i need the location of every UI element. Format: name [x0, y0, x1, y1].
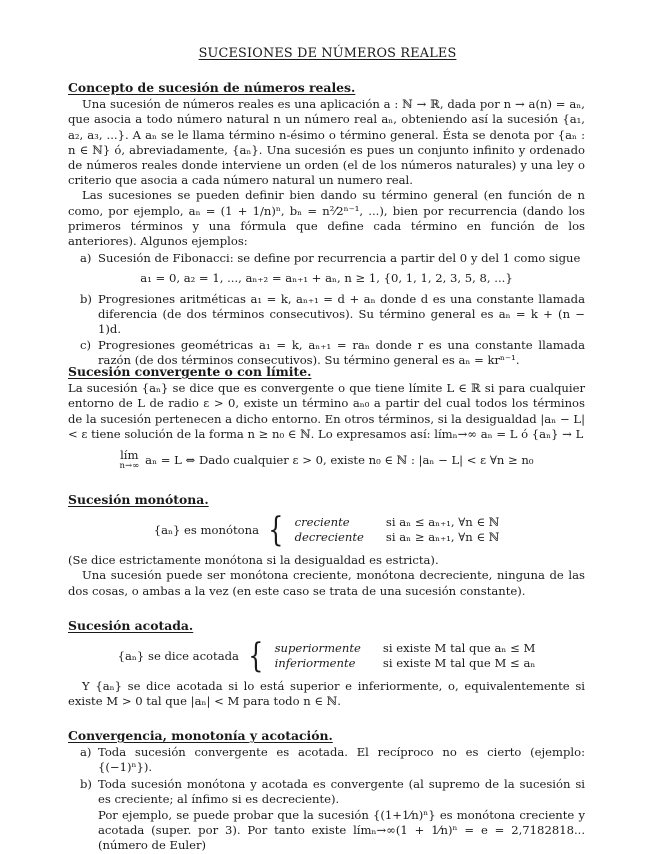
list-item	[68, 251, 585, 266]
paragraph: (Se dice estrictamente monótona si la desigualdad es estricta).	[68, 553, 439, 568]
left-brace: {	[248, 636, 264, 677]
case-name: superiormente	[274, 641, 361, 655]
formula-row	[68, 271, 585, 286]
list-item-text: Progresiones aritméticas a₁ = k, aₙ₊₁ = d + aₙ donde d es una constante llamada diferencia (de dos términos consecutivos). Su término general es aₙ = k + (n − 1)d.	[98, 291, 585, 337]
list-item	[68, 777, 585, 807]
list-item-text: Toda sucesión monótona y acotada es convergente (al supremo de la sucesión si es creciente; al ínfimo si es decreciente).	[98, 776, 585, 806]
list-marker: b)	[80, 776, 92, 791]
euler-example: Por ejemplo, se puede probar que la sucesión {(1+1⁄n)ⁿ} es monótona creciente y acotada (super. por 3). Por tanto existe límₙ→∞(1 + 1⁄n)ⁿ = e = 2,7182818... (número de Euler)	[98, 808, 585, 853]
section-heading: Sucesión monótona.	[68, 492, 209, 507]
bounded-definition	[68, 636, 585, 677]
limit-subscript: n→∞	[119, 461, 140, 472]
cases-block	[295, 515, 500, 545]
monotone-definition	[68, 510, 585, 551]
case-name: decreciente	[294, 530, 364, 545]
paragraph: Y {aₙ} se dice acotada si lo está superior e inferiormente, o, equivalentemente si existe M > 0 tal que |aₙ| < M para todo n ∈ ℕ.	[68, 679, 585, 709]
list-item	[68, 745, 585, 775]
section-bounded	[68, 618, 585, 710]
definition-lhs: {aₙ} es monótona	[153, 522, 259, 537]
section-concept	[68, 80, 585, 370]
page-title: SUCESIONES DE NÚMEROS REALES	[198, 46, 457, 61]
case-condition: si existe M tal que aₙ ≤ M	[382, 641, 536, 655]
limit-operator	[119, 450, 139, 472]
section-heading: Sucesión convergente o con límite.	[68, 364, 312, 379]
limit-statement: aₙ = L ⇔ Dado cualquier ε > 0, existe n₀ ∈ ℕ : |aₙ − L| < ε ∀n ≥ n₀	[145, 453, 534, 468]
list-item	[68, 292, 585, 338]
example-list	[68, 251, 585, 368]
section-convergent	[68, 364, 585, 476]
paragraph: Una sucesión puede ser monótona creciente, monótona decreciente, ninguna de las dos cosas, o ambas a la vez (en este caso se trata de una sucesión constante).	[68, 568, 585, 598]
definition-lhs: {aₙ} se dice acotada	[117, 648, 239, 663]
left-brace: {	[268, 510, 284, 551]
limit-definition	[68, 450, 585, 472]
fibonacci-formula: a₁ = 0, a₂ = 1, ..., aₙ₊₂ = aₙ₊₁ + aₙ, n ≥ 1, {0, 1, 1, 2, 3, 5, 8, ...}	[140, 271, 513, 286]
cases-block	[275, 641, 536, 671]
paragraph: Una sucesión de números reales es una aplicación a : ℕ → ℝ, dada por n → a(n) = aₙ, que asocia a todo número natural n un número real aₙ, obteniendo así la sucesión {a₁, a₂, a₃, ...}. A aₙ se le llama término n-ésimo o término general. Ésta se denota por {aₙ : n ∈ ℕ} ó, abreviadamente, {aₙ}. Una sucesión es pues un conjunto infinito y ordenado de números reales donde interviene un orden (el de los números naturales) y una ley o criterio que asocia a cada número natural un numero real.	[68, 97, 585, 188]
case-name: creciente	[294, 515, 350, 529]
paragraph: La sucesión {aₙ} se dice que es convergente o que tiene límite L ∈ ℝ si para cualquier entorno de L de radio ε > 0, existe un término aₙ₀ a partir del cual todos los términos de la sucesión pertenecen a dicho entorno. En otros términos, si la desigualdad |aₙ − L| < ε tiene solución de la forma n ≥ n₀ ∈ ℕ. Lo expresamos así: límₙ→∞ aₙ = L ó {aₙ} → L	[68, 381, 585, 441]
list-item-text: Sucesión de Fibonacci: se define por recurrencia a partir del 0 y del 1 como sigue	[98, 251, 581, 266]
section-convergence-monotony	[68, 728, 585, 854]
section-heading: Concepto de sucesión de números reales.	[68, 80, 356, 95]
list-item-text: Progresiones geométricas a₁ = k, aₙ₊₁ = raₙ donde r es una constante llamada razón (de dos términos consecutivos). Su término general es aₙ = krⁿ⁻¹.	[98, 338, 585, 368]
case-name: inferiormente	[274, 656, 356, 671]
list-marker: a)	[80, 745, 92, 760]
list-marker: b)	[80, 291, 92, 306]
list-marker: c)	[80, 338, 92, 353]
limit-symbol: lím	[120, 448, 139, 463]
paragraph: Las sucesiones se pueden definir bien dando su término general (en función de n como, por ejemplo, aₙ = (1 + 1/n)ⁿ, bₙ = n²⁄2ⁿ⁻¹, ...), bien por recurrencia (dando los primeros términos y una fórmula que define cada término en función de los anteriores). Algunos ejemplos:	[68, 188, 585, 249]
list-item-text: Toda sucesión convergente es acotada. El recíproco no es cierto (ejemplo: {(−1)ⁿ}).	[98, 745, 585, 775]
case-condition: si existe M tal que M ≤ aₙ	[382, 656, 536, 671]
section-heading: Sucesión acotada.	[68, 618, 194, 633]
section-monotone	[68, 492, 585, 599]
section-heading: Convergencia, monotonía y acotación.	[68, 728, 333, 743]
list-marker: a)	[80, 251, 92, 266]
property-list	[68, 745, 585, 807]
case-condition: si aₙ ≤ aₙ₊₁, ∀n ∈ ℕ	[385, 515, 500, 529]
case-condition: si aₙ ≥ aₙ₊₁, ∀n ∈ ℕ	[385, 530, 500, 545]
